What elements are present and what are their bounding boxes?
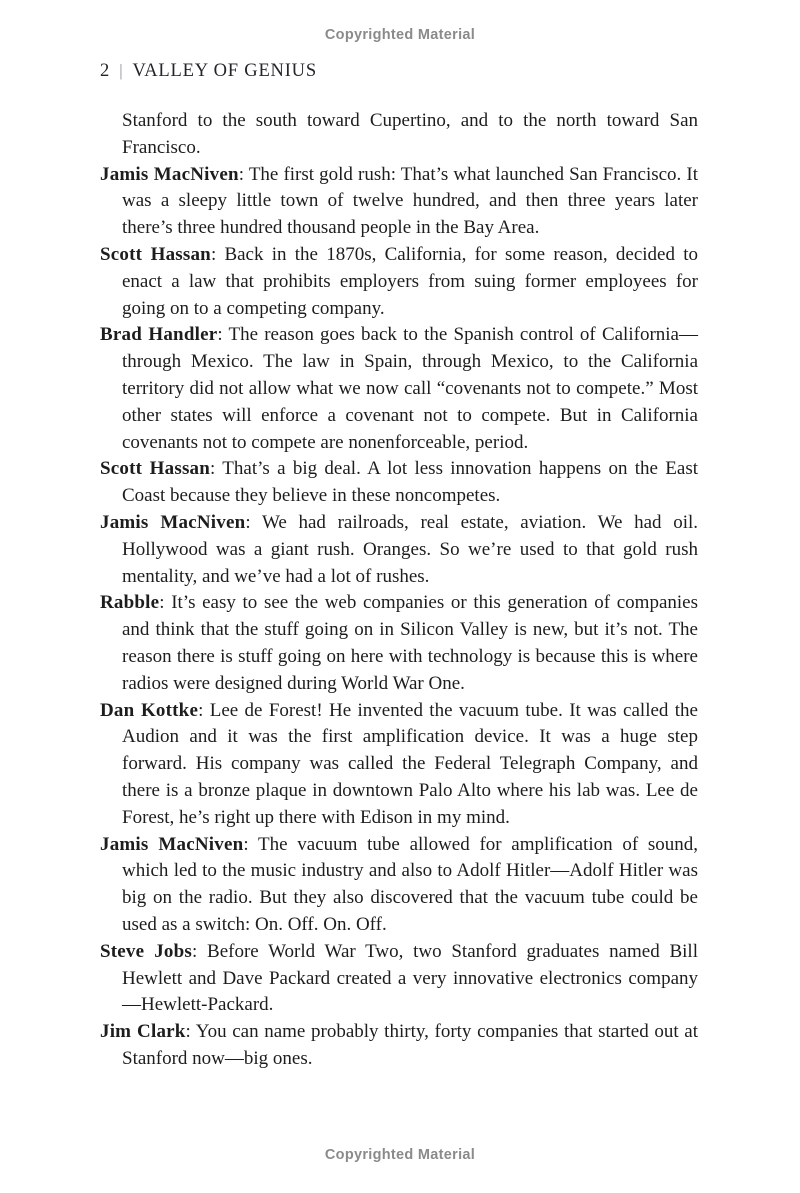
dialogue-paragraph [100,456,698,510]
speaker-separator: : [245,511,262,533]
speaker-separator: : [243,833,259,855]
speaker-name: Steve Jobs [100,940,192,962]
paragraph-text: That’s a big deal. A lot less innovation happens on the East Coast because they believe in these noncompetes. [122,458,699,507]
body-text [100,108,698,1073]
speaker-separator: : [210,458,223,480]
dialogue-paragraph [100,510,698,590]
speaker-name: Scott Hassan [100,243,211,265]
copyright-notice-top: Copyrighted Material [324,27,476,43]
paragraph-text: The reason goes back to the Spanish control of California—through Mexico. The law in Spain, through Mexico, to the California territory did not allow what we now call “covenants not to compete.” Most other states will enforce a covenant not to compete. But in California covenants not to compete are nonenforceable, period. [122,324,698,453]
speaker-name: Dan Kottke [100,699,199,721]
speaker-name: Jamis MacNiven [100,833,244,855]
paragraph-text: Back in the 1870s, California, for some reason, decided to enact a law that prohibits employers from suing former employees for going on to a competing company. [122,243,698,319]
copyright-notice-bottom: Copyrighted Material [324,1147,476,1163]
dialogue-paragraph [100,698,698,832]
page-number: 2 [100,61,110,81]
speaker-name: Jamis MacNiven [100,511,246,533]
dialogue-paragraph [100,832,698,939]
header-separator: | [119,61,124,80]
speaker-separator: : [185,1021,196,1043]
dialogue-paragraph [100,162,698,242]
paragraph-text: Lee de Forest! He invented the vacuum tube. It was called the Audion and it was the first amplification device. It was a huge step forward. His company was called the Federal Telegraph Company, and there is a bronze plaque in downtown Palo Alto where his lab was. Lee de Forest, he’s right up there with Edison in my mind. [122,699,698,828]
paragraph-text: It’s easy to see the web companies or this generation of companies and think that the stuff going on in Silicon Valley is new, but it’s not. The reason there is stuff going on here with technology is because this is where radios were designed during World War One. [122,592,698,694]
paragraph-text: The first gold rush: That’s what launched San Francisco. It was a sleepy little town of twelve hundred, and then three years later there’s three hundred thousand people in the Bay Area. [122,163,698,239]
dialogue-paragraph [100,322,698,456]
dialogue-paragraph [100,242,698,322]
paragraph-text: We had railroads, real estate, aviation. We had oil. Hollywood was a giant rush. Oranges. So we’re used to that gold rush mentality, and we’ve had a lot of rushes. [122,511,698,587]
speaker-separator: : [159,592,172,614]
dialogue-paragraph [100,108,698,162]
dialogue-paragraph [100,590,698,697]
speaker-separator: : [191,940,208,962]
speaker-separator: : [238,163,249,185]
speaker-name: Jim Clark [100,1021,186,1043]
paragraph-text: Before World War Two, two Stanford graduates named Bill Hewlett and Dave Packard created a very innovative electronics company—Hewlett-Packard. [122,940,698,1016]
running-head-title: VALLEY OF GENIUS [132,61,317,81]
speaker-separator: : [217,324,229,346]
speaker-name: Rabble [100,592,160,614]
paragraph-text: Stanford to the south toward Cupertino, and to the north toward San Francisco. [122,110,698,158]
speaker-separator: : [198,699,210,721]
dialogue-paragraph [100,939,698,1019]
speaker-name: Brad Handler [100,324,218,346]
speaker-name: Scott Hassan [100,458,211,480]
speaker-separator: : [210,243,225,265]
paragraph-text: The vacuum tube allowed for amplification of sound, which led to the music industry and also to Adolf Hitler—Adolf Hitler was big on the radio. But they also discovered that the vacuum tube could be used as a switch: On. Off. On. Off. [122,833,699,935]
speaker-name: Jamis MacNiven [100,163,239,185]
dialogue-paragraph [100,1019,698,1073]
page-header [100,61,317,82]
paragraph-text: You can name probably thirty, forty companies that started out at Stanford now—big ones. [122,1021,698,1069]
